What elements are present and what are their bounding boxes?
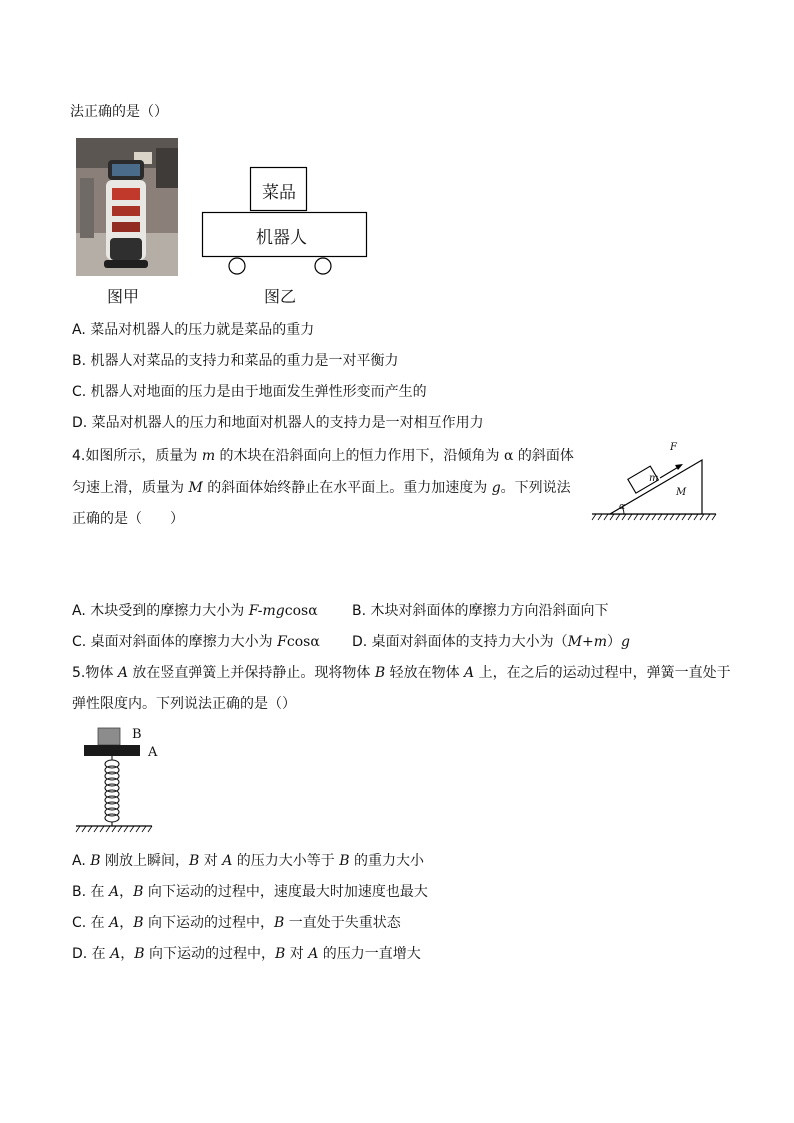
q5-option-b[interactable]: B. 在 A，B 向下运动的过程中，速度最大时加速度也最大 [72, 884, 428, 900]
robot-label: 机器人 [256, 228, 307, 248]
left-wheel [229, 258, 245, 274]
right-wheel [315, 258, 331, 274]
q4-stem-line-1: 4.如图所示，质量为 m 的木块在沿斜面向上的恒力作用下，沿倾角为 α 的斜面体 [72, 448, 574, 464]
q3-figure-a-photo [76, 138, 178, 276]
q4-stem-line-2: 匀速上滑，质量为 M 的斜面体始终静止在水平面上。重力加速度为 g。下列说法 [72, 480, 571, 496]
q5-spring-figure [74, 726, 156, 836]
q4-option-d[interactable]: D. 桌面对斜面体的支持力大小为（M+m）g [352, 634, 630, 650]
q5-option-d[interactable]: D. 在 A，B 向下运动的过程中，B 对 A 的压力一直增大 [72, 946, 421, 962]
q5-fig-label-a: A [148, 745, 158, 760]
q4-stem-line-3: 正确的是（ ） [72, 511, 184, 527]
block-b [98, 728, 120, 745]
q5-option-c[interactable]: C. 在 A，B 向下运动的过程中，B 一直处于失重状态 [72, 915, 401, 931]
q3-option-d[interactable]: D. 菜品对机器人的压力和地面对机器人的支持力是一对相互作用力 [72, 415, 484, 431]
q4-option-b[interactable]: B. 木块对斜面体的摩擦力方向沿斜面向下 [352, 603, 609, 619]
q4-option-c[interactable]: C. 桌面对斜面体的摩擦力大小为 Fcosα [72, 634, 320, 650]
q4-fig-block-label: m [649, 473, 659, 484]
q3-option-c[interactable]: C. 机器人对地面的压力是由于地面发生弹性形变而产生的 [72, 384, 427, 400]
q3-figure-b-caption: 图乙 [264, 287, 297, 306]
q3-option-a[interactable]: A. 菜品对机器人的压力就是菜品的重力 [72, 322, 315, 338]
q5-stem-line-2: 弹性限度内。下列说法正确的是（） [72, 696, 296, 712]
block-a [84, 745, 140, 756]
q4-fig-incline-label: M [676, 487, 687, 498]
q4-fig-force-label: F [670, 442, 677, 453]
q3-stem-tail: 法正确的是（） [70, 104, 168, 120]
q3-option-b[interactable]: B. 机器人对菜品的支持力和菜品的重力是一对平衡力 [72, 353, 399, 369]
q4-option-a[interactable]: A. 木块受到的摩擦力大小为 F-mgcosα [72, 603, 318, 619]
q3-figure-a-caption: 图甲 [107, 287, 140, 306]
q5-fig-label-b: B [132, 727, 142, 742]
q4-fig-angle-label: α [619, 502, 626, 512]
q5-option-a[interactable]: A. B 刚放上瞬间，B 对 A 的压力大小等于 B 的重力大小 [72, 853, 424, 869]
dish-label: 菜品 [262, 183, 296, 203]
q5-stem-line-1: 5.物体 A 放在竖直弹簧上并保持静止。现将物体 B 轻放在物体 A 上，在之后的运动过程中，弹簧一直处于 [72, 665, 731, 681]
